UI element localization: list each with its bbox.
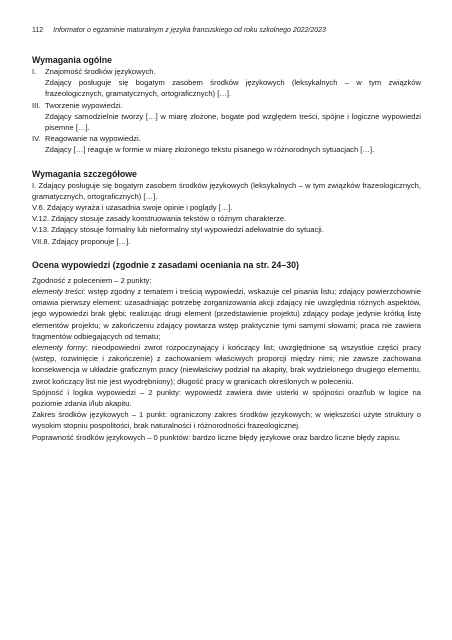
content-elements-lead: elementy treści — [32, 287, 84, 297]
item-label: Reagowanie na wypowiedzi. — [45, 134, 141, 144]
general-item — [32, 100, 421, 134]
content-elements-text: : wstęp zgodny z tematem i treścią wypowiedzi, wskazuje cel pisania listu; zdający powierzchownie omawia pierwszy element: uzasadniając potrzebę zorganizowania akcji zdający nie uwzględnia różnych aspektów, jego wypowiedzi brak głębi; realizując drugi element (przedstawienie projektu) zdający podaje jedynie krótką listę elementów projektu; w zakończeniu zdający powtarza wstęp praktycznie tymi samymi słowami; praca nie zawiera fragmentów odbiegających od tematu; — [32, 287, 421, 341]
general-item — [32, 66, 421, 100]
header-title: Informator o egzaminie maturalnym z języka francuskiego od roku szkolnego 2022/2023 — [53, 27, 326, 34]
general-requirements — [32, 54, 421, 156]
item-text: Zdający […] reaguje w formie w miarę złożonego tekstu pisanego w różnorodnych sytuacjach […]. — [45, 145, 375, 155]
coherence-score: Spójność i logika wypowiedzi – 2 punkty: wypowiedź zawiera dwie usterki w spójności oraz/lub w logice na poziomie zdania i/lub akapitu. — [32, 387, 421, 409]
general-item — [32, 133, 421, 155]
content-elements-paragraph — [32, 286, 421, 342]
detailed-requirements — [32, 168, 421, 247]
item-label: Tworzenie wypowiedzi. — [45, 100, 123, 110]
item-text: Zdający posługuje się bogatym zasobem środków językowych (leksykalnych – w tym związków frazeologicznych, gramatycznych, ortograficznych) […]. — [45, 78, 421, 99]
page-number: 112 — [32, 27, 44, 34]
item-number: I. — [32, 67, 37, 76]
general-heading: Wymagania ogólne — [32, 55, 113, 65]
form-elements-lead: elementy formy — [32, 343, 86, 353]
detailed-item: V.6. Zdający wyraża i uzasadnia swoje opinie i poglądy […]. — [32, 203, 233, 213]
item-number: IV. — [32, 134, 41, 144]
language-range-score: Zakres środków językowych – 1 punkt: ograniczony zakres środków językowych; w większości użyte struktury o wysokim stopniu pospolitości, brak naturalności i różnorodności frazeologicznej. — [32, 410, 421, 431]
assessment-heading: Ocena wypowiedzi (zgodnie z zasadami oceniania na str. 24–30) — [32, 259, 299, 270]
detailed-item: V.12. Zdający stosuje zasady konstruowania tekstów o różnym charakterze. — [32, 214, 287, 224]
item-label: Znajomość środków językowych. — [45, 67, 156, 76]
assessment-section — [32, 259, 421, 443]
form-elements-text: : nieodpowiedni zwrot rozpoczynający i kończący list; uwzględnione są wszystkie części pracy (wstęp, rozwinięcie i zakończenie) z zachowaniem właściwych proporcji między nimi; nie zawsze zachowana konsekwencja w układzie graficznym pracy (niewłaściwy podział na akapity, brak wydzielonego drugiego elementu, zwrot kończący list nie jest wyodrębniony); długość pracy w granicach określonych w poleceniu. — [32, 343, 421, 386]
language-accuracy-score: Poprawność środków językowych – 0 punktów: bardzo liczne błędy językowe oraz bardzo liczne błędy zapisu. — [32, 432, 401, 442]
item-number: III. — [32, 100, 41, 110]
detailed-item: V.13. Zdający stosuje formalny lub nieformalny styl wypowiedzi adekwatnie do sytuacji. — [32, 225, 324, 235]
detailed-heading: Wymagania szczegółowe — [32, 168, 137, 179]
detailed-item: VII.8. Zdający proponuje […]. — [32, 236, 131, 246]
form-elements-paragraph — [32, 342, 421, 387]
detailed-item: I. Zdający posługuje się bogatym zasobem środków językowych (leksykalnych – w tym związków frazeologicznych, gramatycznych, ortograficznych) […]. — [32, 180, 421, 201]
item-text: Zdający samodzielnie tworzy […] w miarę złożone, bogate pod względem treści, spójne i logiczne wypowiedzi pisemne […]. — [45, 111, 421, 133]
compliance-score: Zgodność z poleceniem – 2 punkty: — [32, 275, 152, 285]
page-header — [32, 27, 422, 34]
page-content — [32, 50, 421, 443]
